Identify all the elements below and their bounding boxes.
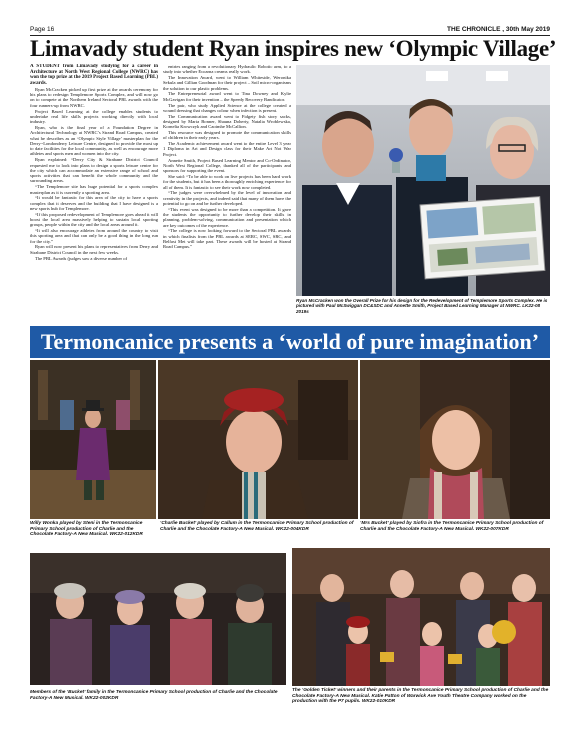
article-paragraph: Ryan will now present his plans to representatives from Derry and Strabane District Council in the next few weeks. [30,244,158,255]
mrs-bucket-photo [360,360,550,519]
bucket-family-caption: Members of the ‘Bucket’ family in the Termoncanice Primary School production of Charlie and the Chocolate Factory-A New Musical. WK22-002KDR [30,690,278,701]
article-paragraph: “This event was designed to be more than a competition. It gave the students the opportunity to further develop their skills in planning, problem-solving, communication and presentation which are key outcomes of the experience. [163,206,291,228]
article-paragraph: The PBL Awards (judges saw a diverse number of [35,255,128,261]
page-number: Page 16 [30,26,55,33]
article2-banner-headline: Termoncanice presents a ‘world of pure imagination’ [30,326,550,358]
article-paragraph: Annette Smith, Project Based Learning Mentor and Co-Ordinator, North West Regional College, thanked all of the participants and sponsors for supporting the event. [163,157,291,174]
article-paragraph: A STUDENT from Limavady studying for a career in Architecture at North West Regional College (NWRC) has won the top prize at the 2019 Project Based Learning (PBL) awards. [30,64,158,86]
article-paragraph: Ryan McCracken picked up first prize at the awards ceremony for his plans to redesign Templemore Sports Complex, and will now go on to compete at the Northern Ireland Sectoral PBL awards with the four runners-up from NWRC. [30,86,158,108]
article-paragraph: The pair, who study Applied Science at the college created a wound dressing that changes colour when infection is present. [163,102,291,113]
mrs-bucket-caption: ‘Mrs Bucket’ played by Siofra in the Termoncanice Primary School production of Charlie and the Chocolate Factory-A New Musical. WK22-007KDR [360,521,544,532]
article1-headline: Limavady student Ryan inspires new ‘Olympic Village’ [30,36,557,61]
article-paragraph: The Innovation Award, went to William Whiteside, Weronika Sekula and Gillian Goodman for their project – Soil micro-organisms the solution to our plastic problems. [163,75,291,91]
article-paragraph: The Entrepreneurial award went to Tina Downey and Kylie McGavigan for their invention – the Speedy Recovery Bandicator. [163,91,291,102]
article-paragraph: entries ranging from a revolutionary Hydraulic Robotic arm, to a study into whether Ecoarna creams really work. [163,64,291,75]
article-paragraph: The Communication award went to Fidgety fish story sacks, designed by Maria Bonner, Shauna Doherty, Natalia Wroblewska, Kornelia Krowczyk and Caoimhe McCallion. [163,113,291,130]
charlie-bucket-caption: ‘Charlie Bucket’ played by Callum in the Termoncanice Primary School production of Charlie and the Chocolate Factory-A New Musical. WK22-004KDR [160,521,354,532]
charlie-bucket-photo [158,360,358,519]
article-paragraph: “The college is now looking forward to the Sectoral PBL awards in which finalists from the PBL awards at SERC, SWC, SRC, and Belfast Met will take part. These awards will be hosted at Strand Road Campus.” [163,228,291,250]
article1-column-1 [30,64,158,322]
willy-wonka-caption: Willy Wonka played by Steni in the Termoncanice Primary School production of Charlie and the Chocolate Factory-A New Musical. WK22-012KDR [30,521,143,538]
article-paragraph: “The Templemore site has huge potential for a sports complex masterplan as it is currently a sporting area. [30,184,158,195]
article-paragraph: This resource was designed to promote the communication skills of children in their early years. [163,130,291,141]
article-paragraph: Ryan, who is the final year of a Foundation Degree in Architectural Technology at NWRC’s Strand Road Campus, created what he describes as an ‘Olympic Style Village’ masterplan for the Derry~Londonderry Leisure Centre, designed to provide the most up to date facilities for the local community, as well as encourage more athletes and sports men and women into the city. [30,124,158,157]
article-paragraph: “It will also encourage athletes from around the country to visit this sporting area and that can only be a good thing in the long run for the city.” [30,228,158,244]
golden-ticket-caption: The ‘Golden Ticket’ winners and their parents in the Termoncanice Primary School production of Charlie and the Chocolate Factory-A New Musical. Katie Patton of Warwick Ave Youth Theatre Company worked on the production with the P7 pupils. WK22-010KDR [292,688,549,705]
article-paragraph: “If this proposed redevelopment of Templemore goes ahead it will boost the local area massively helping to sustain local sporting groups, people within the city and the local areas around it. [30,211,158,228]
article-paragraph: The Academic achievement award went to the entire Level 3 year 1 Diploma in Art and Design class for their Make Art Not War Project. [163,141,291,157]
article-paragraph: Project Based Learning at the college enables students to undertake real life skills projects working directly with local industry. [30,108,158,125]
ryan-photo-caption: Ryan McCracken won the Overall Prize for his design for the Redevelopment of Templemore Sports Complex. He is pictured with Paul McSwiggan DC&SDC and Annette Smith, Project Based Learning Manager at NWRC. LK22-08 2019s [296,298,548,314]
article-paragraph: “It would be fantastic for this area of the city to have a sports complex that it deserves and the building that I have designed is a new sports hub for Templemore. [30,195,158,211]
article-paragraph: “The judges were overwhelmed by the level of innovation and creativity in the projects, and indeed said that many of them have the potential to go on and be further developed. [163,190,291,206]
ryan-mccracken-photo [296,65,550,296]
willy-wonka-photo [30,360,156,519]
article1-column-2 [163,64,291,322]
article-paragraph: She said: “To be able to work on live projects has been hard work for the students, but it has been a thoroughly enriching experience for all of them. It is fantastic to see their work now completed. [163,173,291,190]
article-paragraph: Ryan explained: “Derry City & Strabane District Council requested me to look into plans to design a sports leisure centre for the city which can accommodate an extensive range of school and sports activities that can benefit the whole community and the surrounding areas. [30,157,158,184]
golden-ticket-photo [292,548,550,686]
publication-date: THE CHRONICLE , 30th May 2019 [447,26,550,33]
bucket-family-photo [30,553,286,685]
